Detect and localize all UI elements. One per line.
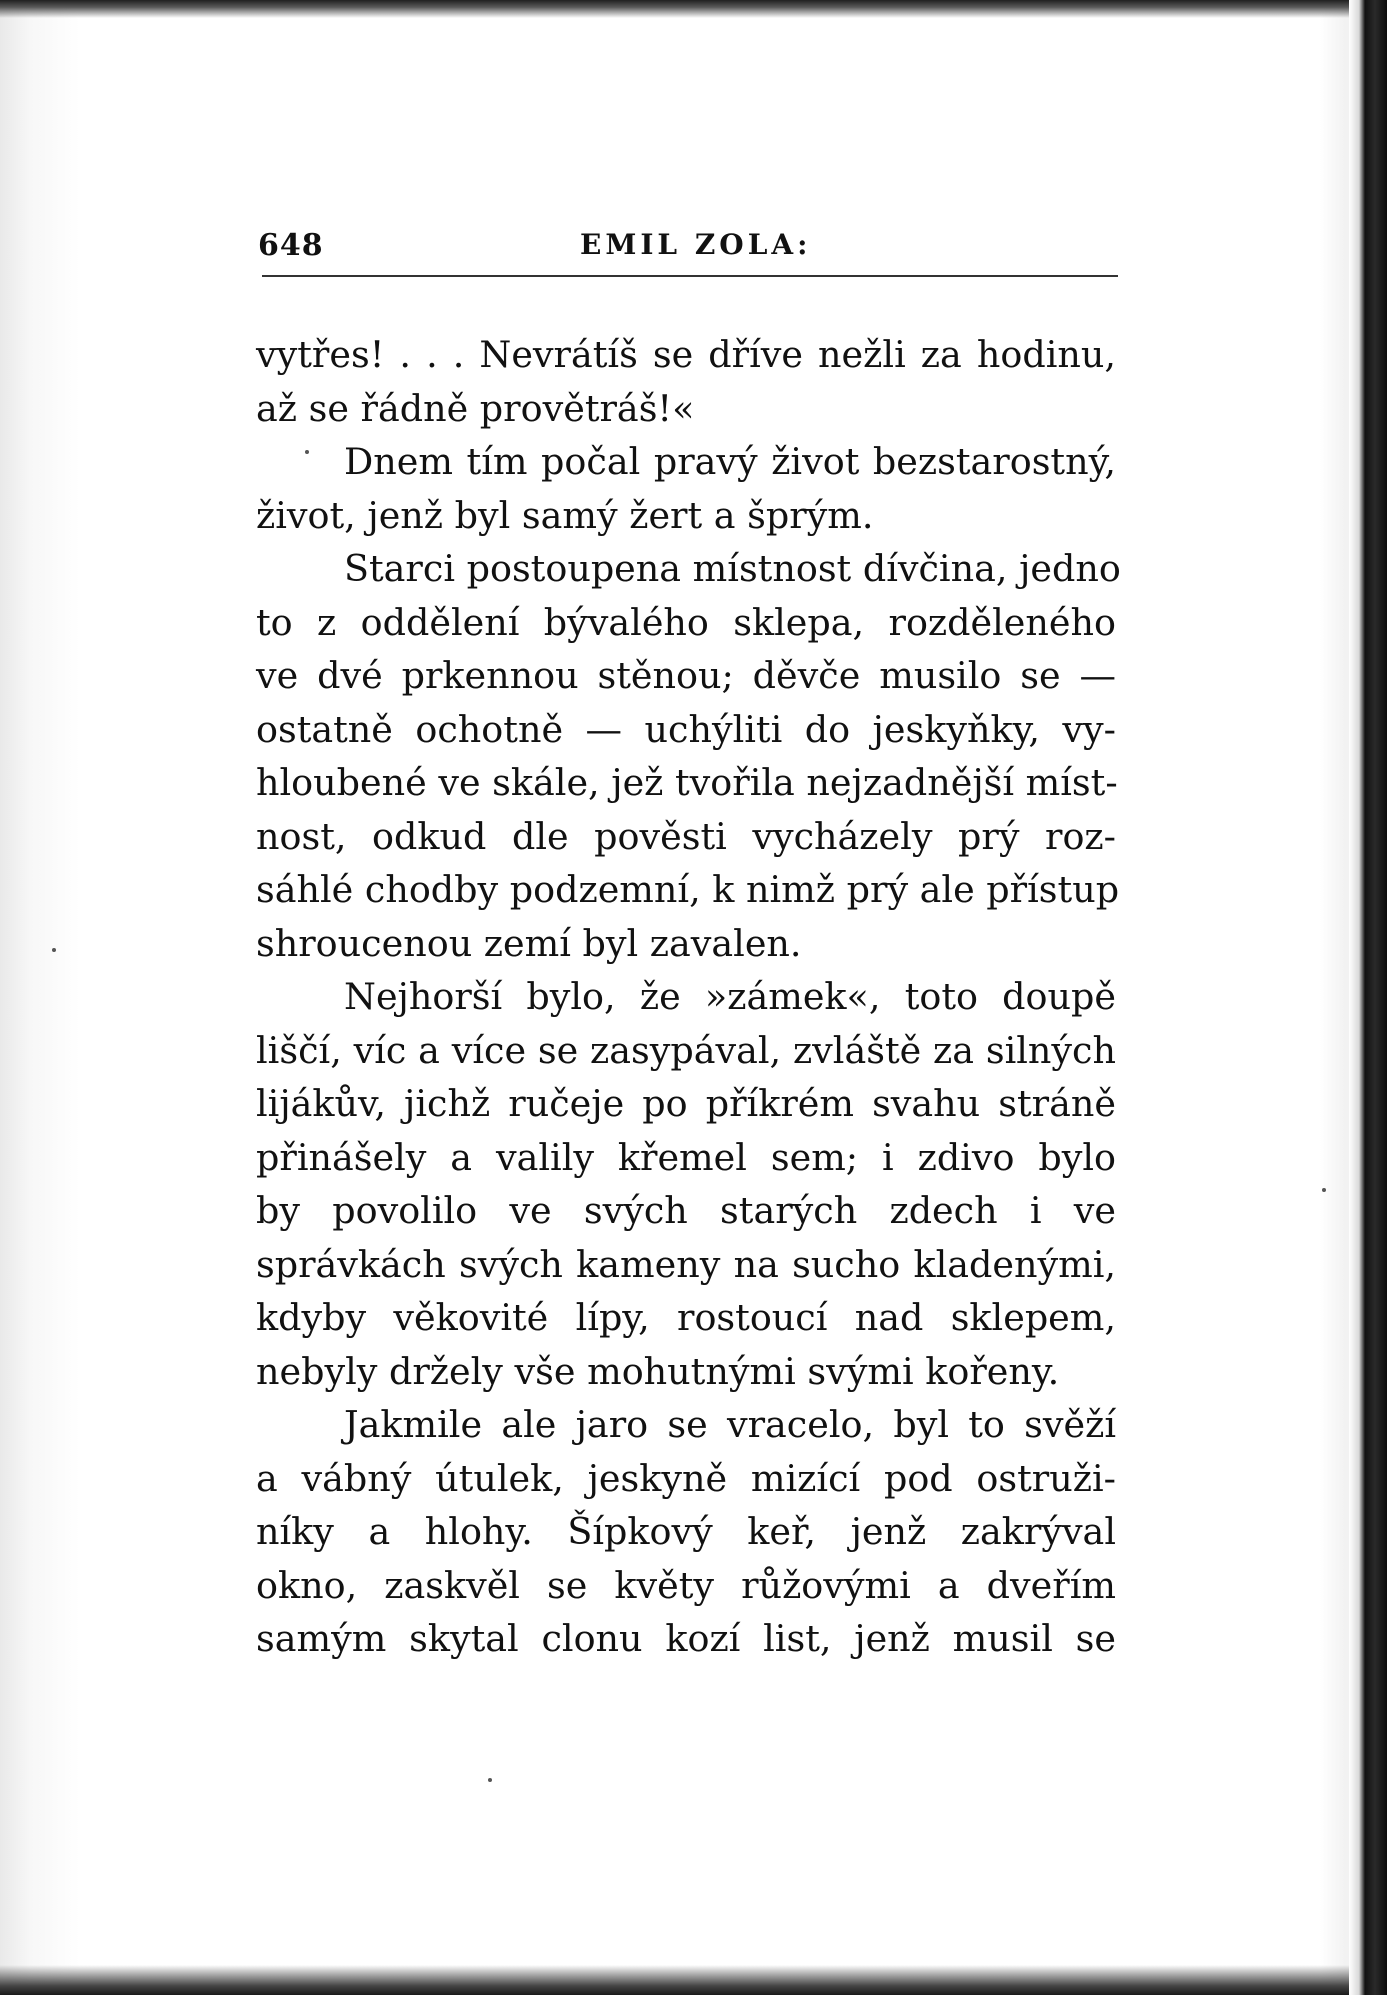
text-line: Starci postoupena místnost dívčina, jedno <box>344 547 1121 590</box>
body-text <box>256 328 1121 1666</box>
page-header <box>258 228 1118 278</box>
text-line: to z oddělení bývalého sklepa, rozděleného <box>256 600 1116 644</box>
paper-speck <box>488 1778 492 1782</box>
text-line: by povolilo ve svých starých zdech i ve <box>256 1189 1116 1232</box>
page-number: 648 <box>258 228 324 263</box>
text-line: nebyly držely vše mohutnými svými kořeny. <box>256 1349 1060 1393</box>
text-line: nost, odkud dle pověsti vycházely prý roz- <box>256 814 1116 858</box>
text-line: a vábný útulek, jeskyně mizící pod ostruži- <box>256 1456 1116 1500</box>
text-line: liščí, víc a více se zasypával, zvláště za silných <box>256 1028 1116 1072</box>
scan-top-edge <box>0 0 1387 18</box>
text-line: shroucenou zemí byl zavalen. <box>256 921 802 965</box>
text-line: Dnem tím počal pravý život bezstarostný, <box>344 440 1116 483</box>
text-line: vytřes! . . . Nevrátíš se dříve nežli za hodinu, <box>256 333 1116 376</box>
book-binding-edge <box>1349 0 1387 1995</box>
text-line: kdyby věkovité lípy, rostoucí nad sklepem, <box>256 1296 1116 1339</box>
paper-speck <box>1322 1188 1326 1192</box>
text-line: samým skytal clonu kozí list, jenž musil se <box>256 1617 1116 1660</box>
text-line: níky a hlohy. Šípkový keř, jenž zakrýval <box>256 1510 1116 1553</box>
text-line: přinášely a valily křemel sem; i zdivo bylo <box>256 1135 1116 1179</box>
header-rule <box>262 275 1118 277</box>
text-line: ve dvé prkennou stěnou; děvče musilo se — <box>256 654 1116 697</box>
text-line: okno, zaskvěl se květy růžovými a dveřím <box>256 1563 1116 1607</box>
text-line: hloubené ve skále, jež tvořila nejzadnější míst- <box>256 761 1118 804</box>
text-line: život, jenž byl samý žert a šprým. <box>256 493 874 537</box>
scan-bottom-edge <box>0 1965 1387 1995</box>
text-line: Nejhorší bylo, že »zámek«, toto doupě <box>344 975 1116 1018</box>
text-line: správkách svých kameny na sucho kladenými, <box>256 1242 1116 1286</box>
text-line: ostatně ochotně — uchýliti do jeskyňky, vy- <box>256 707 1116 751</box>
text-line: až se řádně provětráš!« <box>256 386 695 430</box>
text-line: sáhlé chodby podzemní, k nimž prý ale přístup <box>256 868 1120 911</box>
text-line: lijákův, jichž ručeje po příkrém svahu stráně <box>256 1082 1116 1125</box>
text-line: Jakmile ale jaro se vracelo, byl to svěží <box>344 1403 1116 1446</box>
running-head: EMIL ZOLA: <box>580 228 812 261</box>
paper-speck <box>52 948 56 952</box>
